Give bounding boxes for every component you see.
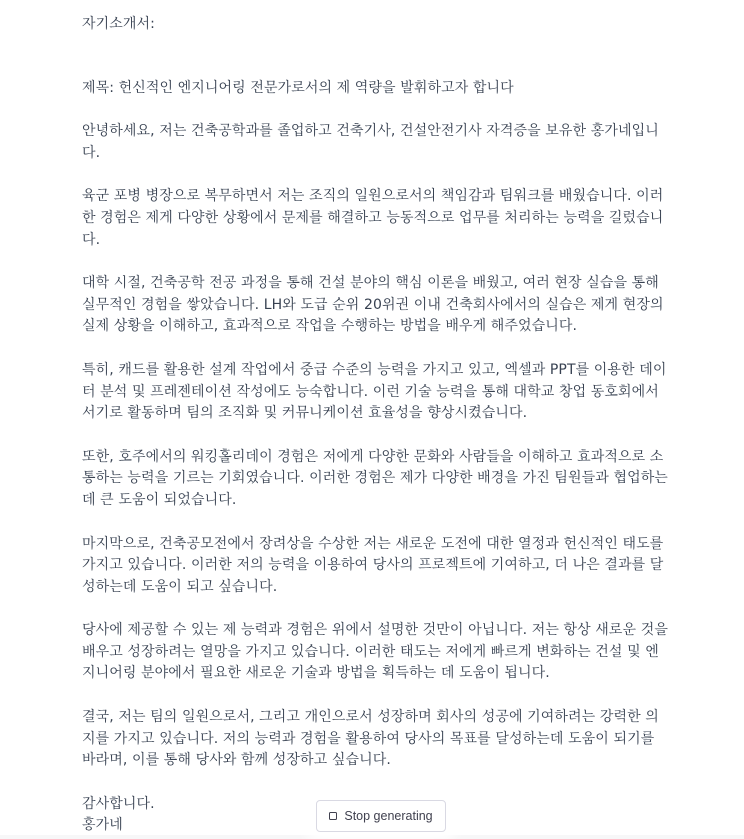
paragraph-intro: 안녕하세요, 저는 건축공학과를 졸업하고 건축기사, 건설안전기사 자격증을 보유한 홍가네입니다. (82, 123, 659, 161)
message-heading: 자기소개서: (82, 16, 155, 32)
closing-line: 감사합니다. (82, 795, 155, 812)
message-title: 제목: 헌신적인 엔지니어링 전문가로서의 제 역량을 발휘하고자 합니다 (82, 79, 514, 96)
stop-generating-button[interactable] (316, 800, 446, 832)
paragraph-award: 마지막으로, 건축공모전에서 장려상을 수상한 저는 새로운 도전에 대한 열정과 헌신적인 태도를 가지고 있습니다. 이러한 저의 능력을 이용하여 당사의 프로젝트에 기여하고, 더 나은 결과를 달성하는데 도움이 되고 싶습니다. (82, 535, 664, 595)
blank-line (82, 36, 672, 78)
paragraph-skills: 특히, 캐드를 활용한 설계 작업에서 중급 수준의 능력을 가지고 있고, 엑셀과 PPT를 이용한 데이터 분석 및 프레젠테이션 작성에도 능숙합니다. 이런 기술 능력을 통해 대학교 창업 동호회에서 서기로 활동하며 팀의 조직화 및 커뮤니케이션 효율성을 향상시켰습니다. (82, 361, 667, 422)
paragraph-working-holiday: 또한, 호주에서의 워킹홀리데이 경험은 저에게 다양한 문화와 사람들을 이해하고 효과적으로 소통하는 능력을 기르는 기회였습니다. 이러한 경험은 제가 다양한 배경을 가진 팀원들과 협업하는 데 큰 도움이 되었습니다. (82, 448, 668, 508)
signature: 홍가네 (82, 817, 123, 834)
paragraph-university: 대학 시절, 건축공학 전공 과정을 통해 건설 분야의 핵심 이론을 배웠고, 여러 현장 실습을 통해 실무적인 경험을 쌓았습니다. LH와 도급 순위 20위권 이내 건축회사에서의 실습은 제게 현장의 실제 상황을 이해하고, 효과적으로 작업을 수행하는 방법을 배우게 해주었습니다. (82, 275, 664, 335)
stop-square-icon (329, 812, 337, 820)
paragraph-military: 육군 포병 병장으로 복무하면서 저는 조직의 일원으로서의 책임감과 팀워크를 배웠습니다. 이러한 경험은 제게 다양한 상황에서 문제를 해결하고 능동적으로 업무를 처리하는 능력을 길렀습니다. (82, 188, 664, 248)
assistant-message (82, 14, 672, 837)
paragraph-growth: 당사에 제공할 수 있는 제 능력과 경험은 위에서 설명한 것만이 아닙니다. 저는 항상 새로운 것을 배우고 성장하려는 열망을 가지고 있습니다. 이러한 태도는 저에게 빠르게 변화하는 건설 및 엔지니어링 분야에서 필요한 새로운 기술과 방법을 획득하는 데 도움이 됩니다. (82, 622, 668, 682)
stop-generating-label: Stop generating (344, 809, 433, 823)
composer-backdrop (0, 835, 744, 839)
paragraph-conclusion: 결국, 저는 팀의 일원으로서, 그리고 개인으로서 성장하며 회사의 성공에 기여하려는 강력한 의지를 가지고 있습니다. 저의 능력과 경험을 활용하여 당사의 목표를 달성하는데 도움이 되기를 바라며, 이를 통해 당사와 함께 성장하고 싶습니다. (82, 709, 659, 769)
